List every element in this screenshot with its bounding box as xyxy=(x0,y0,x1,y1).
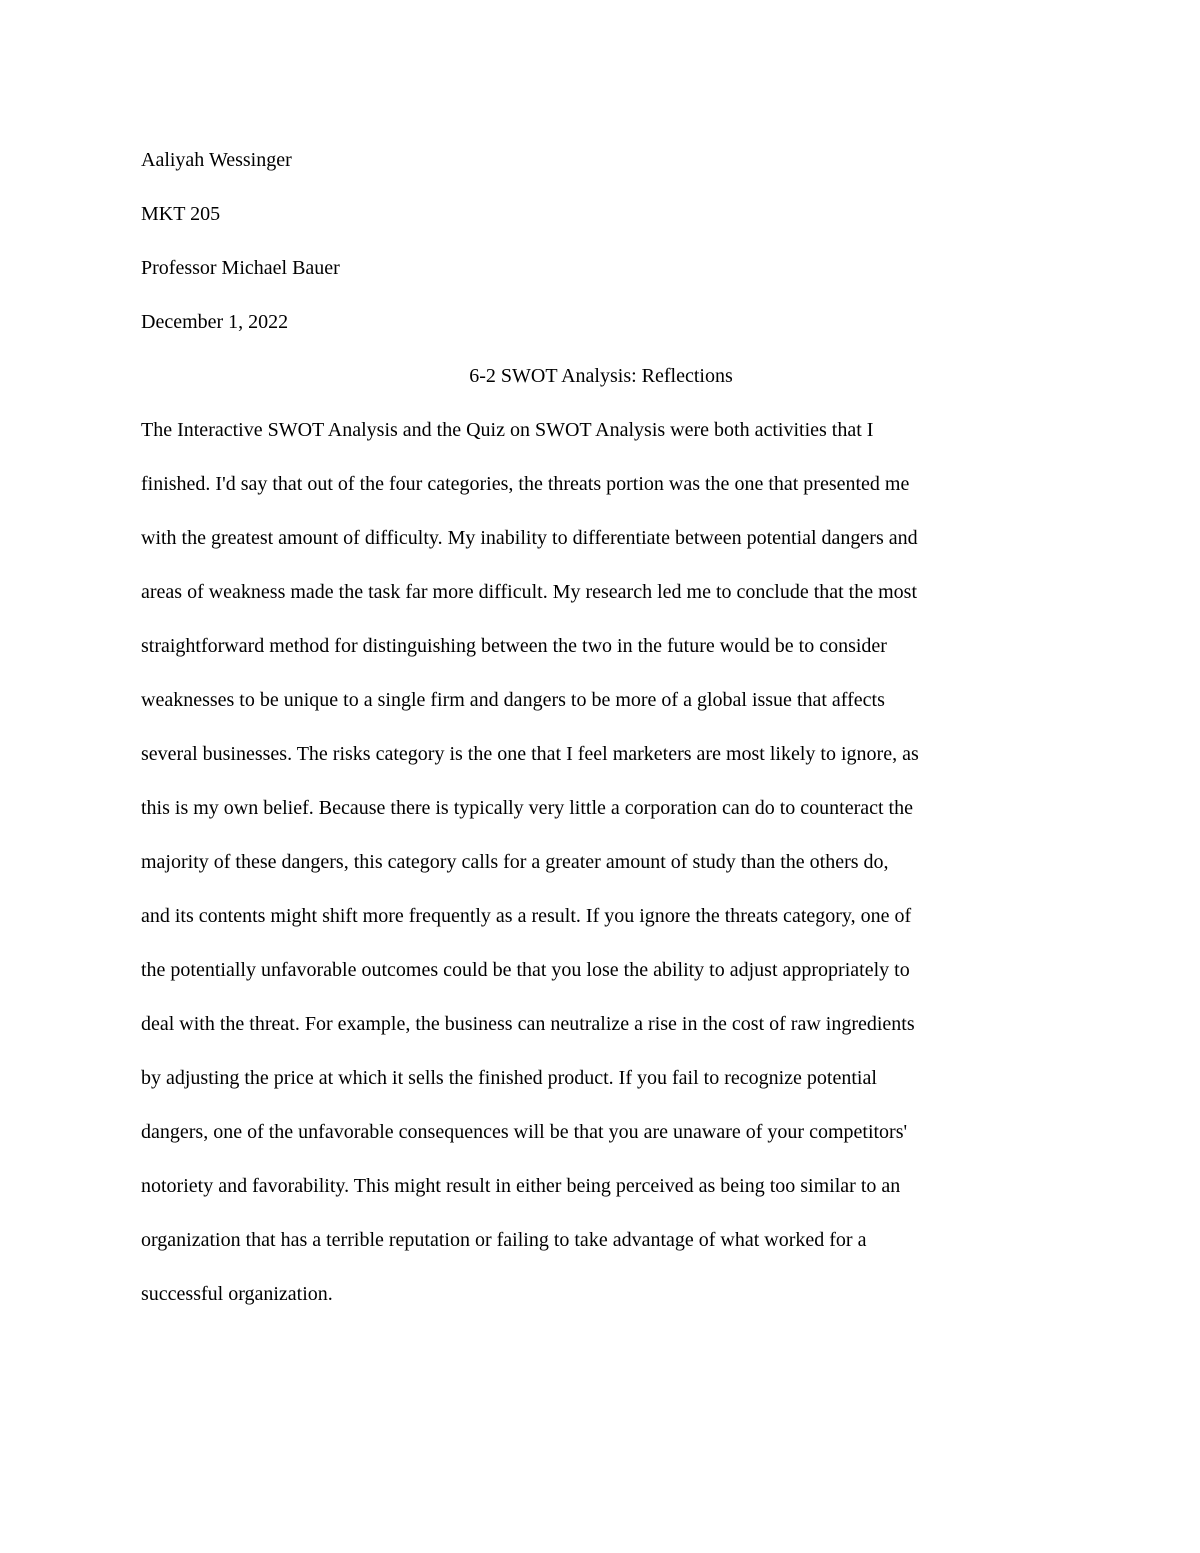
body-line: and its contents might shift more frequently as a result. If you ignore the threats category, one of xyxy=(141,905,912,927)
author-name: Aaliyah Wessinger xyxy=(141,149,292,171)
course-code: MKT 205 xyxy=(141,203,221,225)
body-line: this is my own belief. Because there is typically very little a corporation can do to counteract the xyxy=(141,797,913,819)
body-line: successful organization. xyxy=(141,1283,333,1305)
professor-name: Professor Michael Bauer xyxy=(141,257,340,279)
body-line: dangers, one of the unfavorable consequences will be that you are unaware of your competitors' xyxy=(141,1121,908,1143)
body-line: areas of weakness made the task far more difficult. My research led me to conclude that the most xyxy=(141,581,918,603)
body-line: deal with the threat. For example, the business can neutralize a rise in the cost of raw ingredients xyxy=(141,1013,915,1035)
submission-date: December 1, 2022 xyxy=(141,311,289,333)
document-content xyxy=(141,133,1061,1321)
body-line: majority of these dangers, this category calls for a greater amount of study than the others do, xyxy=(141,851,889,873)
body-paragraph xyxy=(141,403,1061,1321)
body-line: with the greatest amount of difficulty. My inability to differentiate between potential dangers and xyxy=(141,527,918,549)
body-line: organization that has a terrible reputation or failing to take advantage of what worked for a xyxy=(141,1229,867,1251)
body-line: straightforward method for distinguishing between the two in the future would be to consider xyxy=(141,635,887,657)
body-line: by adjusting the price at which it sells the finished product. If you fail to recognize potential xyxy=(141,1067,877,1089)
body-line: weaknesses to be unique to a single firm and dangers to be more of a global issue that affects xyxy=(141,689,885,711)
body-line: The Interactive SWOT Analysis and the Quiz on SWOT Analysis were both activities that I xyxy=(141,419,874,441)
body-line: several businesses. The risks category is the one that I feel marketers are most likely to ignore, as xyxy=(141,743,919,765)
document-title: 6-2 SWOT Analysis: Reflections xyxy=(469,365,733,387)
body-line: finished. I'd say that out of the four categories, the threats portion was the one that presented me xyxy=(141,473,910,495)
body-line: the potentially unfavorable outcomes could be that you lose the ability to adjust appropriately to xyxy=(141,959,910,981)
body-line: notoriety and favorability. This might result in either being perceived as being too similar to an xyxy=(141,1175,901,1197)
